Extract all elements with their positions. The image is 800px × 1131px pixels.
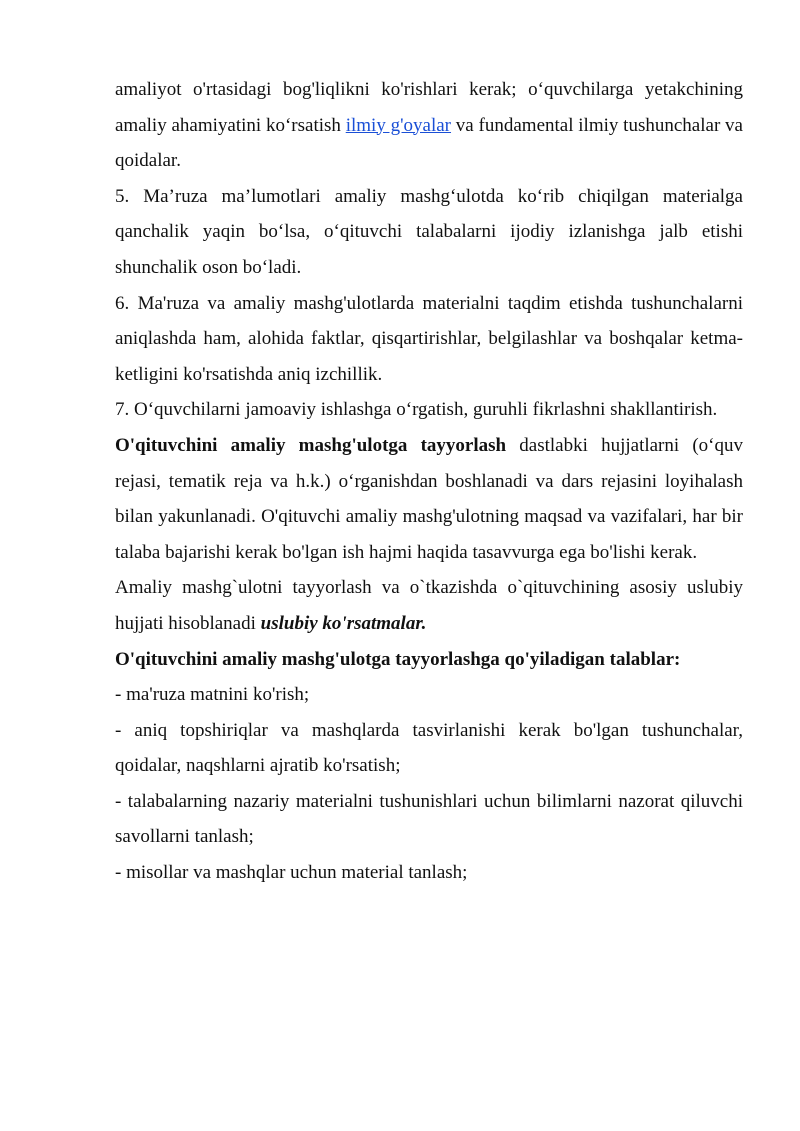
paragraph-text: va fundamental ilmiy tushunchalar va qoidalar. <box>115 114 743 172</box>
paragraph-continuation <box>115 72 743 179</box>
paragraph-item-5: 5. Ma’ruza ma’lumotlari amaliy mashg‘ulotda ko‘rib chiqilgan materialga qanchalik yaqin bo‘lsa, o‘qituvchi talabalarni ijodiy izlanishga jalb etishi shunchalik oson bo‘ladi. <box>115 185 743 278</box>
list-item: - ma'ruza matnini ko'rish; <box>115 684 310 706</box>
paragraph-item-7: 7. O‘quvchilarni jamoaviy ishlashga o‘rgatish, guruhli fikrlashni shakllantirish. <box>115 399 718 421</box>
requirements-heading: O'qituvchini amaliy mashg'ulotga tayyorlashga qo'yiladigan talablar: <box>115 648 681 670</box>
paragraph-item-6: 6. Ma'ruza va amaliy mashg'ulotlarda materialni taqdim etishda tushunchalarni aniqlashda ham, alohida faktlar, qisqartirishlar, belgilashlar va boshqalar ketma-ketligini ko'rsatishda aniq izchillik. <box>115 292 743 385</box>
paragraph-teacher-preparation <box>115 428 743 570</box>
paragraph-text: Amaliy mashg`ulotni tayyorlash va o`tkazishda o`qituvchining asosiy uslubiy hujjati hisoblanadi <box>115 577 743 634</box>
list-item: - misollar va mashqlar uchun material tanlash; <box>115 862 468 884</box>
ilmiy-goyalar-link[interactable]: ilmiy g'oyalar <box>345 114 452 136</box>
paragraph-methodical-document <box>115 570 743 641</box>
bold-italic-term: uslubiy ko'rsatmalar. <box>260 612 427 634</box>
document-page <box>115 72 743 891</box>
list-item: - talabalarning nazariy materialni tushunishlari uchun bilimlarni nazorat qiluvchi savollarni tanlash; <box>115 790 743 848</box>
paragraph-text: dastlabki hujjatlarni (o‘quv rejasi, tematik reja va h.k.) o‘rganishdan boshlanadi va dars rejasini loyihalash bilan yakunlanadi. O'qituvchi amaliy mashg'ulotning maqsad va vazifalari, har bir talaba bajarishi kerak bo'lgan ish hajmi haqida tasavvurga ega bo'lishi kerak. <box>115 434 744 563</box>
list-item: - aniq topshiriqlar va mashqlarda tasvirlanishi kerak bo'lgan tushunchalar, qoidalar, naqshlarni ajratib ko'rsatish; <box>115 719 743 777</box>
bold-term: O'qituvchini amaliy mashg'ulotga tayyorlash <box>115 434 507 456</box>
paragraph-text: amaliyot o'rtasidagi bog'liqlikni ko'rishlari kerak; o‘quvchilarga yetakchining amaliy ahamiyatini ko‘rsatish <box>115 79 743 136</box>
